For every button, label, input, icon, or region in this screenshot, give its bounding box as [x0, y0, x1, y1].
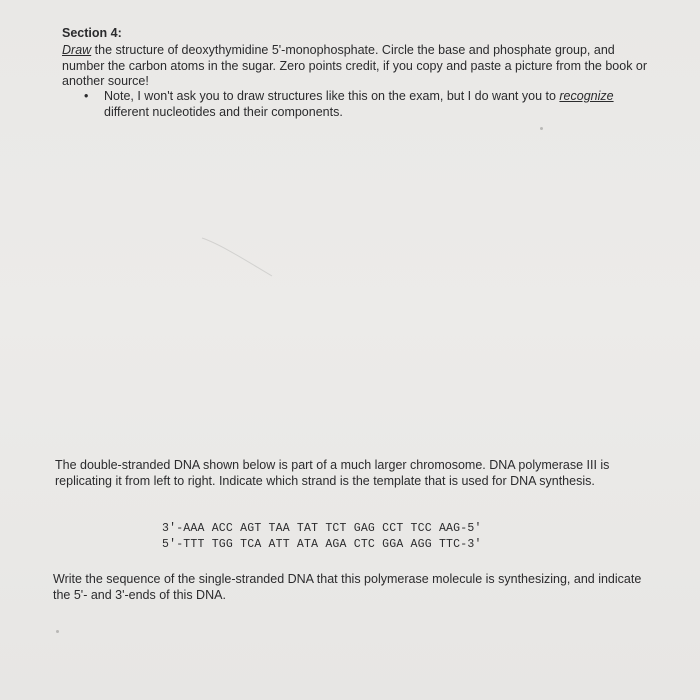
dna-strand-top: 3'-AAA ACC AGT TAA TAT TCT GAG CCT TCC AAG-5': [162, 522, 482, 535]
question-1-body: the structure of deoxythymidine 5'-monophosphate. Circle the base and phosphate group, and number the carbon atoms in the sugar. Zero points credit, if you copy and paste a picture from the book or another source!: [62, 43, 648, 88]
dna-strand-bottom: 5'-TTT TGG TCA ATT ATA AGA CTC GGA AGG TTC-3': [162, 538, 482, 551]
speck-mark: [540, 127, 543, 130]
speck-mark: [56, 630, 59, 633]
section-title: Section 4:: [62, 26, 122, 40]
note-text: [104, 89, 644, 120]
note-bullet-item: [84, 89, 644, 120]
question-1-verb: Draw: [62, 43, 92, 57]
dna-sequence-block: [162, 521, 482, 553]
note-text-before: Note, I won't ask you to draw structures like this on the exam, but I do want you to: [104, 89, 560, 103]
question-3-text: Write the sequence of the single-stranded DNA that this polymerase molecule is synthesizing, and indicate the 5'- and 3'-ends of this DNA.: [53, 572, 642, 602]
note-emphasis: recognize: [559, 89, 614, 103]
pen-stroke-mark: [200, 232, 280, 282]
bullet-icon: •: [84, 89, 89, 103]
question-1-text: [62, 43, 652, 90]
note-text-after: different nucleotides and their components.: [104, 104, 343, 119]
question-2-text: The double-stranded DNA shown below is part of a much larger chromosome. DNA polymerase III is replicating it from left to right. Indicate which strand is the template that is used for DNA synthesis.: [55, 458, 610, 488]
